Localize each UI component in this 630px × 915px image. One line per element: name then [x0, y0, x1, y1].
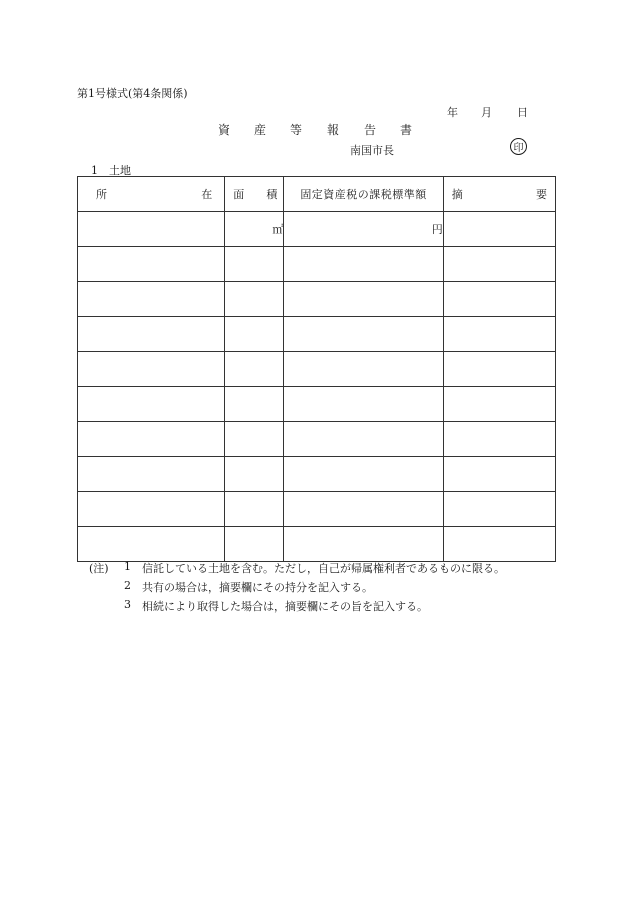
title-char: 報: [327, 123, 340, 137]
area-cell[interactable]: [225, 317, 284, 352]
header-area: [225, 177, 284, 212]
note-number: 1: [124, 560, 131, 573]
addressee: 南国市長: [350, 144, 394, 157]
date-month-label: 月: [481, 106, 492, 119]
notes-tag: (注): [89, 562, 109, 575]
remarks-cell[interactable]: [443, 352, 555, 387]
header-location: [78, 177, 225, 212]
location-cell[interactable]: [78, 352, 225, 387]
table-row: [78, 317, 556, 352]
land-table: [77, 176, 556, 562]
note-text: 信託している土地を含む。ただし，自己が帰属権利者であるものに限る。: [142, 562, 505, 575]
assessed-value-cell[interactable]: [284, 527, 443, 562]
location-cell[interactable]: [78, 282, 225, 317]
title-char: 告: [364, 123, 377, 137]
area-unit: ㎡: [272, 223, 284, 236]
header-assessed-value: 固定資産税の課税標準額: [284, 177, 443, 212]
area-cell[interactable]: [225, 352, 284, 387]
area-cell[interactable]: [225, 492, 284, 527]
note-number: 3: [124, 598, 131, 611]
date-day-label: 日: [517, 106, 528, 119]
location-cell[interactable]: [78, 527, 225, 562]
header-remarks: [443, 177, 555, 212]
header-remarks-char: 摘: [451, 188, 463, 201]
table-row: [78, 387, 556, 422]
title-char: 産: [254, 123, 267, 137]
location-cell[interactable]: [78, 212, 225, 247]
location-cell[interactable]: [78, 492, 225, 527]
assessed-value-cell[interactable]: [284, 457, 443, 492]
area-cell[interactable]: [225, 282, 284, 317]
note-text: 相続により取得した場合は，摘要欄にその旨を記入する。: [142, 600, 428, 613]
assessed-value-cell[interactable]: [284, 317, 443, 352]
title-char: 書: [400, 123, 413, 137]
yen-unit: 円: [431, 223, 443, 236]
area-cell[interactable]: [225, 457, 284, 492]
table-row: [78, 457, 556, 492]
remarks-cell[interactable]: [443, 317, 555, 352]
table-row: [78, 422, 556, 457]
remarks-cell[interactable]: [443, 247, 555, 282]
assessed-value-cell[interactable]: [284, 492, 443, 527]
form-number-label: 第1号様式(第4条関係): [77, 87, 188, 100]
date-year-label: 年: [447, 106, 458, 119]
table-row: [78, 247, 556, 282]
location-cell[interactable]: [78, 317, 225, 352]
remarks-cell[interactable]: [443, 282, 555, 317]
table-row: [78, 352, 556, 387]
remarks-cell[interactable]: [443, 527, 555, 562]
area-cell[interactable]: [225, 387, 284, 422]
area-cell[interactable]: [225, 247, 284, 282]
note-text: 共有の場合は，摘要欄にその持分を記入する。: [142, 581, 373, 594]
note-number: 2: [124, 579, 131, 592]
header-location-char: 在: [201, 188, 213, 201]
location-cell[interactable]: [78, 457, 225, 492]
header-location-char: 所: [96, 188, 107, 201]
remarks-cell[interactable]: [443, 387, 555, 422]
header-remarks-char: 要: [536, 188, 547, 201]
header-area-char: 面: [233, 188, 245, 201]
remarks-cell[interactable]: [443, 422, 555, 457]
title-char: 等: [290, 123, 303, 137]
assessed-value-cell[interactable]: [284, 282, 443, 317]
area-cell[interactable]: [225, 422, 284, 457]
assessed-value-cell[interactable]: [284, 212, 443, 247]
location-cell[interactable]: [78, 387, 225, 422]
remarks-cell[interactable]: [443, 212, 555, 247]
area-cell[interactable]: [225, 212, 284, 247]
table-row: [78, 282, 556, 317]
table-row: [78, 527, 556, 562]
assessed-value-cell[interactable]: [284, 352, 443, 387]
assessed-value-cell[interactable]: [284, 247, 443, 282]
table-row: [78, 212, 556, 247]
table-row: [78, 492, 556, 527]
remarks-cell[interactable]: [443, 457, 555, 492]
location-cell[interactable]: [78, 422, 225, 457]
section-heading: 1 土地: [91, 164, 131, 177]
area-cell[interactable]: [225, 527, 284, 562]
remarks-cell[interactable]: [443, 492, 555, 527]
assessed-value-cell[interactable]: [284, 387, 443, 422]
title-char: 資: [218, 123, 231, 137]
location-cell[interactable]: [78, 247, 225, 282]
table-header-row: [78, 177, 556, 212]
header-area-char: 積: [266, 188, 278, 201]
seal-mark-icon: 印: [510, 138, 527, 155]
assessed-value-cell[interactable]: [284, 422, 443, 457]
